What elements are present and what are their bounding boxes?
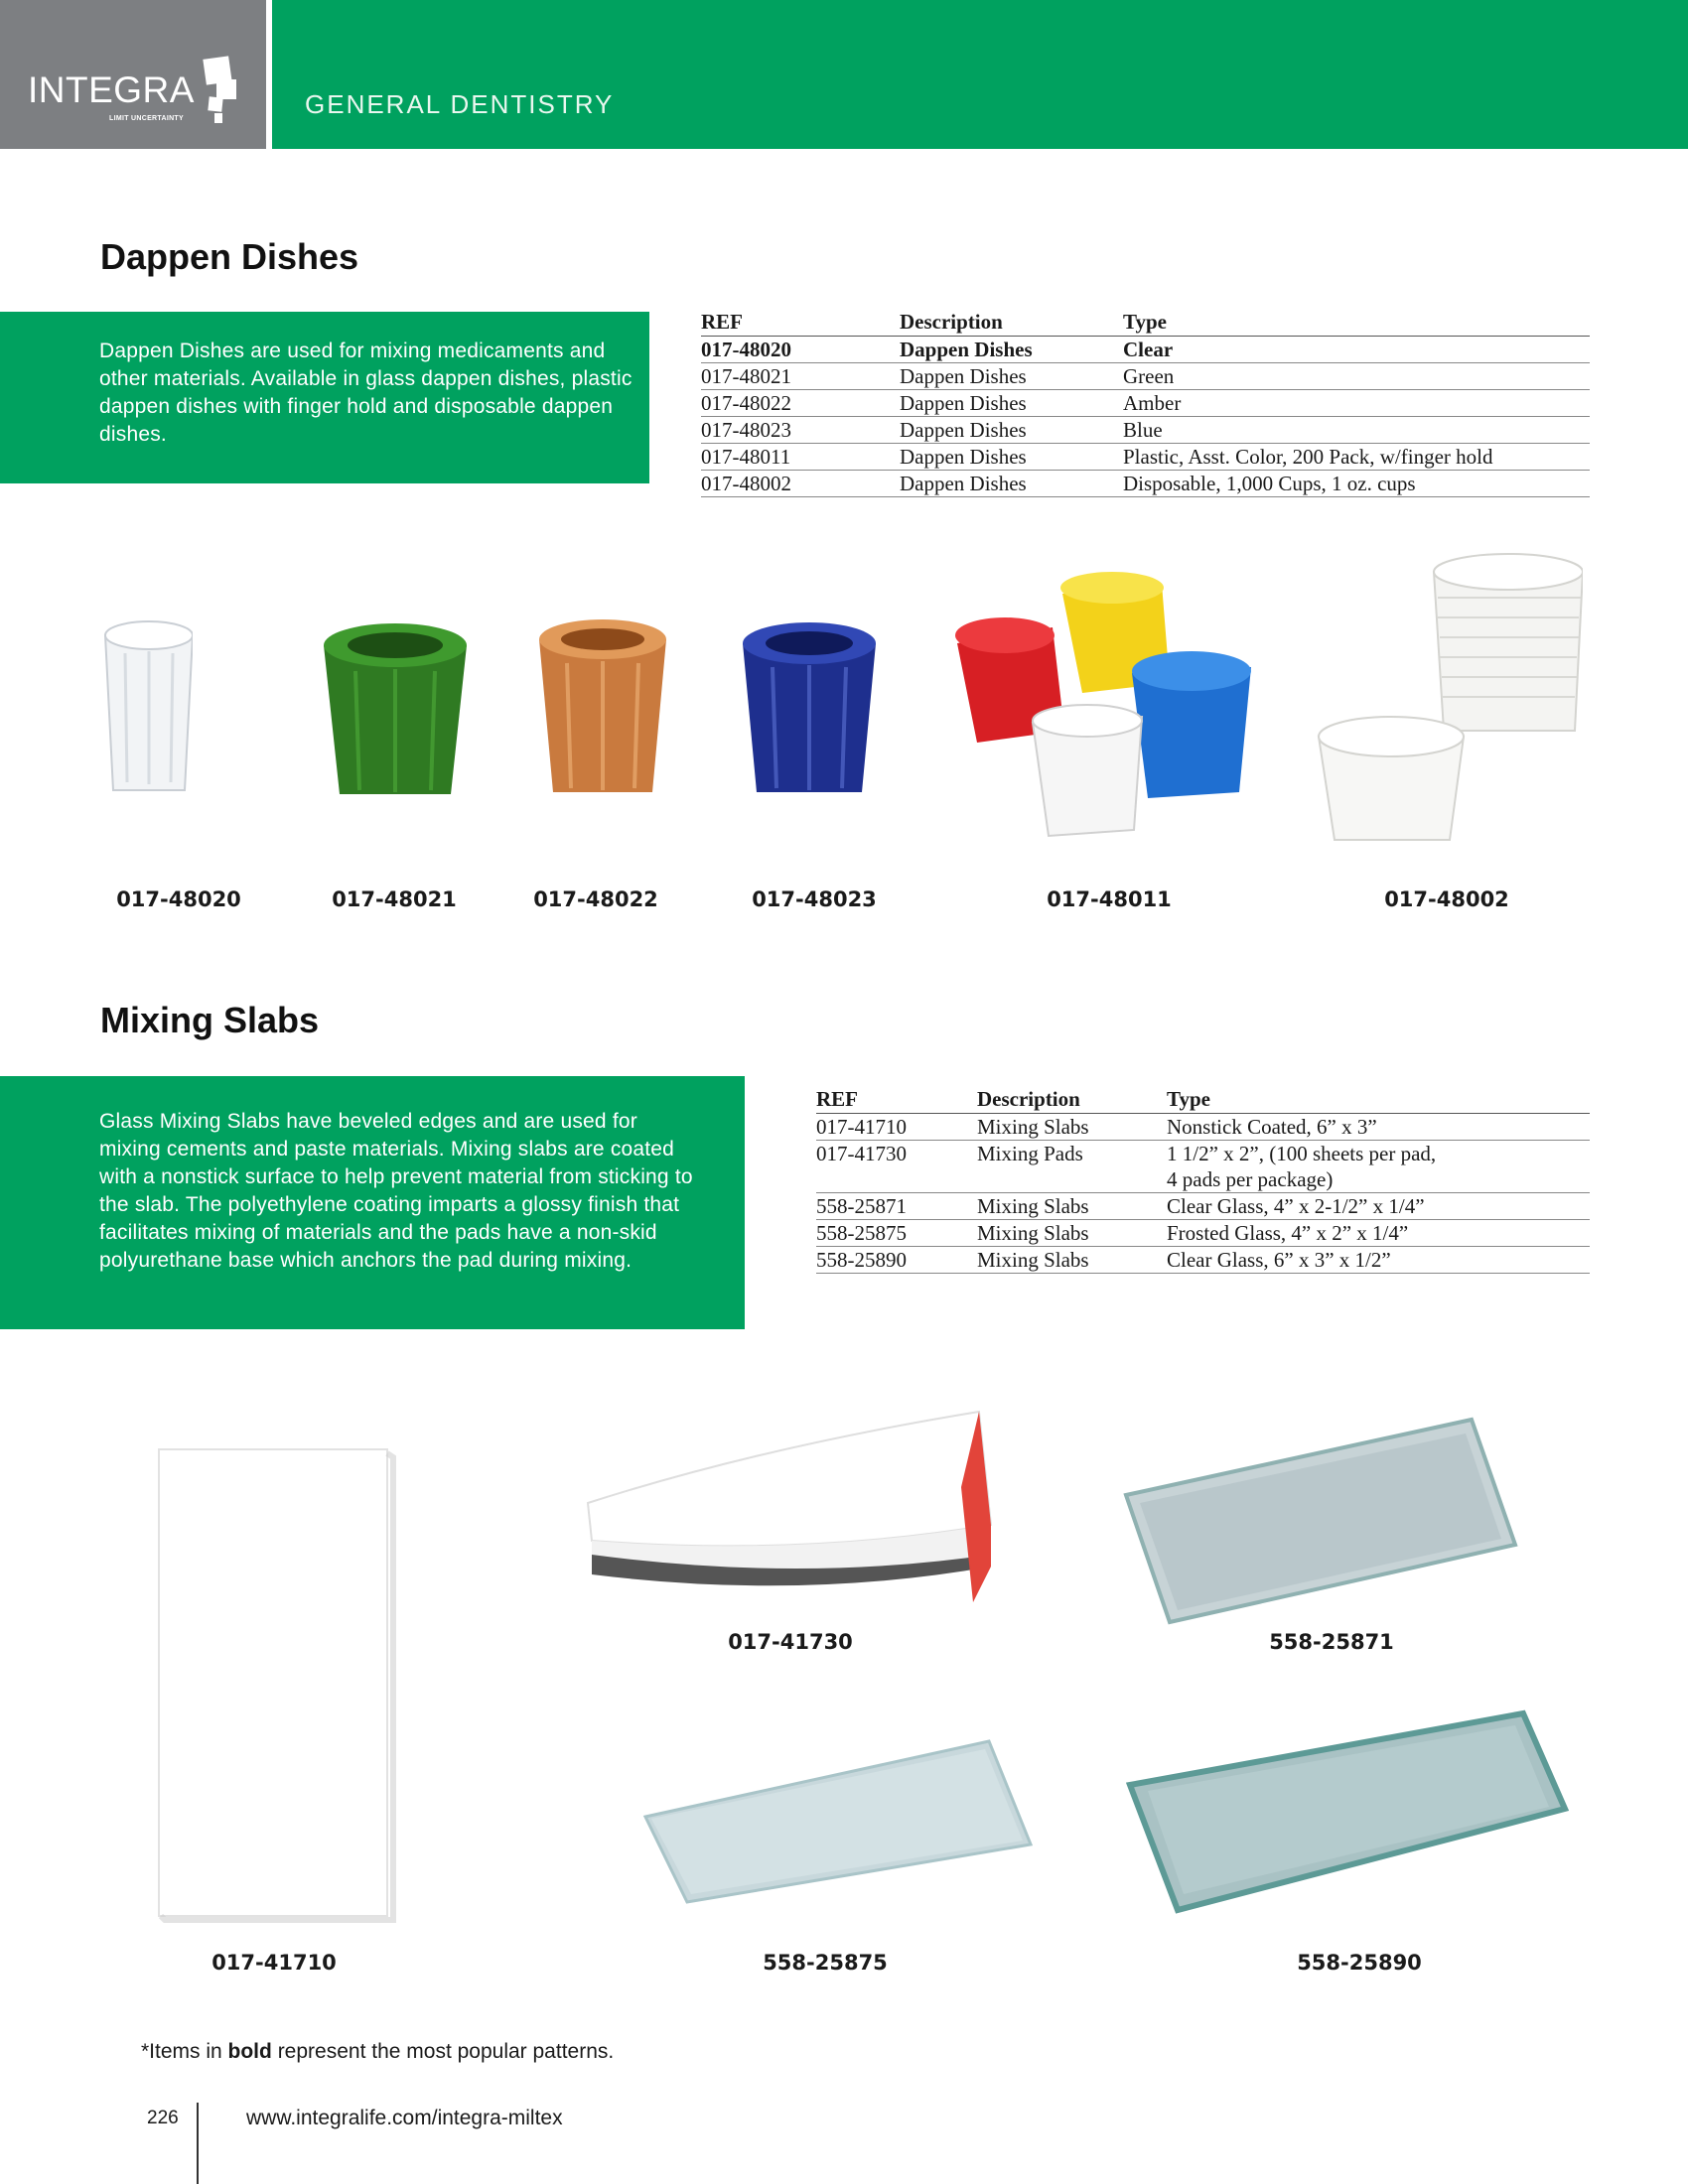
- footnote-bold-word: bold: [227, 2040, 272, 2063]
- caption-017-48020: 017-48020: [116, 887, 241, 911]
- description-cell: Dappen Dishes: [900, 337, 1123, 363]
- ref-cell: 017-48002: [701, 471, 900, 497]
- ref-cell: 558-25890: [816, 1247, 977, 1274]
- type-cell: Clear: [1123, 337, 1590, 363]
- frosted-glass-slab-image: [641, 1735, 1039, 1906]
- type-cell: Plastic, Asst. Color, 200 Pack, w/finger hold: [1123, 444, 1590, 471]
- ref-cell: 558-25875: [816, 1220, 977, 1247]
- type-line-1: 1 1/2” x 2”, (100 sheets per pad,: [1167, 1142, 1437, 1165]
- description-cell: Mixing Slabs: [977, 1220, 1167, 1247]
- table-row: [816, 1220, 1590, 1247]
- ref-cell: 558-25871: [816, 1193, 977, 1220]
- section-heading: GENERAL DENTISTRY: [305, 89, 615, 119]
- footer-website-link[interactable]: www.integralife.com/integra-miltex: [246, 2107, 563, 2129]
- page-number: 226: [147, 2108, 179, 2128]
- type-cell: [1167, 1141, 1590, 1193]
- ref-cell: 017-48020: [701, 337, 900, 363]
- caption-017-48023: 017-48023: [752, 887, 877, 911]
- amber-glass-dappen-dish-image: [529, 614, 676, 802]
- mixing-slabs-title: Mixing Slabs: [100, 1000, 320, 1040]
- table-row: [701, 390, 1590, 417]
- col-header-description: Description: [977, 1086, 1167, 1114]
- description-cell: Mixing Slabs: [977, 1247, 1167, 1274]
- clear-glass-slab-4x2-5-image: [1122, 1414, 1519, 1632]
- type-line-2: 4 pads per package): [1167, 1167, 1334, 1191]
- col-header-type: Type: [1123, 309, 1590, 337]
- type-cell: Amber: [1123, 390, 1590, 417]
- integra-logo-tagline: LIMIT UNCERTAINTY: [109, 115, 184, 122]
- description-cell: Dappen Dishes: [900, 444, 1123, 471]
- description-cell: Dappen Dishes: [900, 417, 1123, 444]
- mixing-pad-image: [582, 1408, 999, 1612]
- description-cell: Dappen Dishes: [900, 363, 1123, 390]
- ref-cell: 017-41710: [816, 1114, 977, 1141]
- caption-558-25875: 558-25875: [763, 1951, 888, 1975]
- table-row: [816, 1193, 1590, 1220]
- caption-558-25871: 558-25871: [1269, 1630, 1394, 1654]
- type-cell: Frosted Glass, 4” x 2” x 1/4”: [1167, 1220, 1590, 1247]
- caption-017-41730: 017-41730: [728, 1630, 853, 1654]
- mixing-slabs-description-box: [0, 1076, 745, 1329]
- clear-glass-dappen-dish-image: [97, 614, 193, 802]
- table-row: [701, 417, 1590, 444]
- clear-glass-slab-6x3-image: [1126, 1709, 1569, 1928]
- type-cell: Nonstick Coated, 6” x 3”: [1167, 1114, 1590, 1141]
- nonstick-mixing-slab-image: [149, 1439, 397, 1924]
- ref-cell: 017-48023: [701, 417, 900, 444]
- header-banner: [272, 0, 1688, 149]
- type-cell: Green: [1123, 363, 1590, 390]
- popular-items-footnote: [141, 2040, 614, 2064]
- col-header-description: Description: [900, 309, 1123, 337]
- dappen-spec-table: [701, 309, 1590, 497]
- footer-divider: [197, 2103, 199, 2184]
- description-cell: Dappen Dishes: [900, 390, 1123, 417]
- description-cell: Mixing Pads: [977, 1141, 1167, 1193]
- mixing-slabs-description: Glass Mixing Slabs have beveled edges and are used for mixing cements and paste materials. Mixing slabs are coated with a nonstick surface to help prevent material from sticking to the slab. The polyethylene coating imparts a glossy finish that facilitates mixing of materials and the pads have a non-skid polyurethane base which anchors the pad during mixing.: [99, 1110, 693, 1272]
- plastic-dappen-dishes-image: [953, 564, 1257, 842]
- blue-glass-dappen-dish-image: [735, 615, 884, 800]
- type-cell: Clear Glass, 4” x 2-1/2” x 1/4”: [1167, 1193, 1590, 1220]
- caption-558-25890: 558-25890: [1297, 1951, 1422, 1975]
- integra-logo-text: INTEGRA: [28, 69, 195, 110]
- type-cell: Blue: [1123, 417, 1590, 444]
- ref-cell: 017-41730: [816, 1141, 977, 1193]
- mixing-slabs-spec-table: [816, 1086, 1590, 1274]
- col-header-ref: REF: [701, 309, 900, 337]
- col-header-type: Type: [1167, 1086, 1590, 1114]
- table-row: [816, 1247, 1590, 1274]
- green-glass-dappen-dish-image: [316, 615, 475, 806]
- ref-cell: 017-48021: [701, 363, 900, 390]
- description-cell: Mixing Slabs: [977, 1193, 1167, 1220]
- caption-017-48022: 017-48022: [533, 887, 658, 911]
- ref-cell: 017-48011: [701, 444, 900, 471]
- dappen-title: Dappen Dishes: [100, 236, 359, 277]
- integra-logo-mark-icon: [199, 54, 242, 127]
- caption-017-48002: 017-48002: [1384, 887, 1509, 911]
- table-row: [701, 363, 1590, 390]
- caption-017-48021: 017-48021: [332, 887, 457, 911]
- ref-cell: 017-48022: [701, 390, 900, 417]
- table-row: [816, 1141, 1590, 1193]
- table-row: [701, 471, 1590, 497]
- dappen-description: Dappen Dishes are used for mixing medicaments and other materials. Available in glass dappen dishes, plastic dappen dishes with finger hold and disposable dappen dishes.: [99, 340, 633, 446]
- description-cell: Mixing Slabs: [977, 1114, 1167, 1141]
- caption-017-41710: 017-41710: [211, 1951, 337, 1975]
- dappen-description-box: [0, 312, 649, 483]
- type-cell: Clear Glass, 6” x 3” x 1/2”: [1167, 1247, 1590, 1274]
- footnote-suffix: represent the most popular patterns.: [271, 2040, 615, 2063]
- description-cell: Dappen Dishes: [900, 471, 1123, 497]
- disposable-dappen-cups-image: [1315, 552, 1583, 856]
- type-cell: Disposable, 1,000 Cups, 1 oz. cups: [1123, 471, 1590, 497]
- col-header-ref: REF: [816, 1086, 977, 1114]
- table-row: [816, 1114, 1590, 1141]
- caption-017-48011: 017-48011: [1047, 887, 1172, 911]
- table-row: [701, 337, 1590, 363]
- table-row: [701, 444, 1590, 471]
- footnote-prefix: *Items in: [141, 2040, 228, 2063]
